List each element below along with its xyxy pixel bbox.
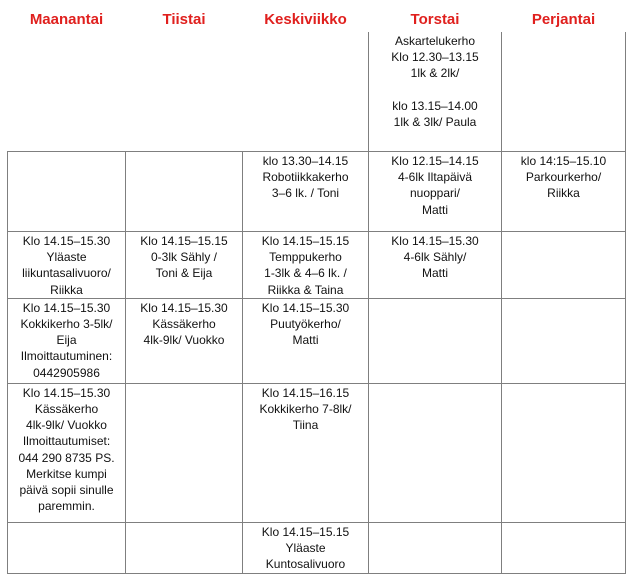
blank-line [371,82,499,98]
cell-line: Klo 14.15–16.15 [261,385,350,400]
header-friday: Perjantai [531,10,596,28]
cell-line: Yläaste [285,541,326,556]
header-tuesday: Tiistai [162,10,206,28]
cell-line: 1lk & 2lk/ [410,66,460,81]
cell-tuesday [126,152,243,232]
cell-line: paremmin. [38,499,95,514]
cell-line: Toni & Eija [155,266,213,281]
cell-friday [502,383,626,522]
cell-friday [502,298,626,383]
header-thursday: Torstai [410,10,460,28]
cell-line: Merkitse kumpi [26,466,107,481]
cell-thursday [369,32,502,152]
cell-monday [8,298,126,383]
table-row [8,232,626,299]
cell-friday [502,232,626,299]
cell-friday [502,522,626,573]
cell-line: Kässäkerho [34,402,99,417]
cell-wednesday [243,152,369,232]
cell-thursday [369,522,502,573]
table-row [8,522,626,573]
table-row [8,383,626,522]
cell-line: Klo 14.15–15.30 [261,300,350,315]
cell-line: Riikka [50,282,83,297]
cell-friday [502,32,626,152]
cell-thursday [369,298,502,383]
cell-line: Klo 14.15–15.30 [22,300,111,315]
cell-line: Klo 14.15–15.15 [261,234,350,248]
cell-line: Temppukerho [269,250,342,265]
cell-tuesday [126,522,243,573]
cell-line: Klo 14.15–15.30 [22,234,111,248]
cell-friday [502,152,626,232]
cell-line: Ilmoittautumiset: [22,434,111,449]
header-monday: Maanantai [29,10,104,28]
cell-monday [8,522,126,573]
cell-line: Parkourkerho/ [525,170,602,185]
cell-tuesday [126,298,243,383]
cell-line: 1-3lk & 4–6 lk. / [264,266,347,281]
cell-monday [8,383,126,522]
cell-line: 1lk & 3lk/ Paula [393,114,477,129]
cell-line: Kokkikerho 3-5lk/ [20,317,113,332]
cell-line: Kuntosalivuoro [265,557,346,572]
table-row [8,152,626,232]
cell-line: Ilmoittautuminen: [20,349,113,364]
cell-thursday [369,383,502,522]
cell-line: 4-6lk Iltapäivä [397,170,473,185]
cell-line: klo 14:15–15.10 [520,154,607,168]
cell-thursday [369,152,502,232]
cell-line: Matti [421,266,448,281]
cell-line: 4-6lk Sähly/ [403,250,467,265]
cell-wednesday [243,383,369,522]
table-row [8,32,626,152]
cell-line: 3–6 lk. / Toni [271,186,340,201]
cell-line: Klo 12.15–14.15 [391,154,479,168]
cell-line: Puutyökerho/ [270,317,341,332]
cell-line: päivä sopii sinulle [19,483,114,498]
cell-line: Riikka [547,186,580,201]
cell-wednesday [243,298,369,383]
cell-monday [8,152,126,232]
cell-line: Klo 12.30–13.15 [391,50,479,65]
cell-line: Yläaste [46,250,87,265]
cell-line: Eija [56,333,77,348]
cell-line: Klo 14.15–15.15 [140,234,228,248]
header-wednesday: Keskiviikko [264,10,347,28]
cell-line: Klo 14.15–15.30 [140,300,228,315]
cell-wednesday [243,522,369,573]
cell-line: Kokkikerho 7-8lk/ [259,402,352,417]
cell-thursday [369,232,502,299]
cell-line: 0-3lk Sähly / [150,250,218,265]
cell-line: Askartelukerho [394,34,476,48]
cell-line: Kässäkerho [152,317,216,332]
cell-line: Klo 14.15–15.30 [22,385,111,400]
weekly-club-schedule [7,6,626,574]
cell-line: 0442905986 [33,365,100,380]
table-row [8,298,626,383]
cell-line: Klo 14.15–15.15 [261,524,350,539]
cell-tuesday [126,32,243,152]
cell-tuesday [126,232,243,299]
cell-wednesday [243,32,369,152]
header-row [8,6,626,32]
cell-monday [8,232,126,299]
cell-line: Matti [421,202,448,217]
cell-line: klo 13.30–14.15 [262,154,349,168]
cell-line: nuoppari/ [409,186,461,201]
cell-line: 4lk-9lk/ Vuokko [143,333,225,348]
cell-line: Matti [292,333,319,348]
cell-monday [8,32,126,152]
cell-line: 4lk-9lk/ Vuokko [26,418,107,433]
cell-line: Robotiikkakerho [262,170,349,185]
cell-line: liikuntasalivuoro/ [22,266,111,281]
cell-line: Riikka & Taina [267,282,344,297]
cell-tuesday [126,383,243,522]
cell-line: Tiina [292,418,319,433]
cell-wednesday [243,232,369,299]
cell-line: klo 13.15–14.00 [392,98,478,113]
cell-line: 044 290 8735 PS. [18,450,115,465]
cell-line: Klo 14.15–15.30 [391,234,479,248]
